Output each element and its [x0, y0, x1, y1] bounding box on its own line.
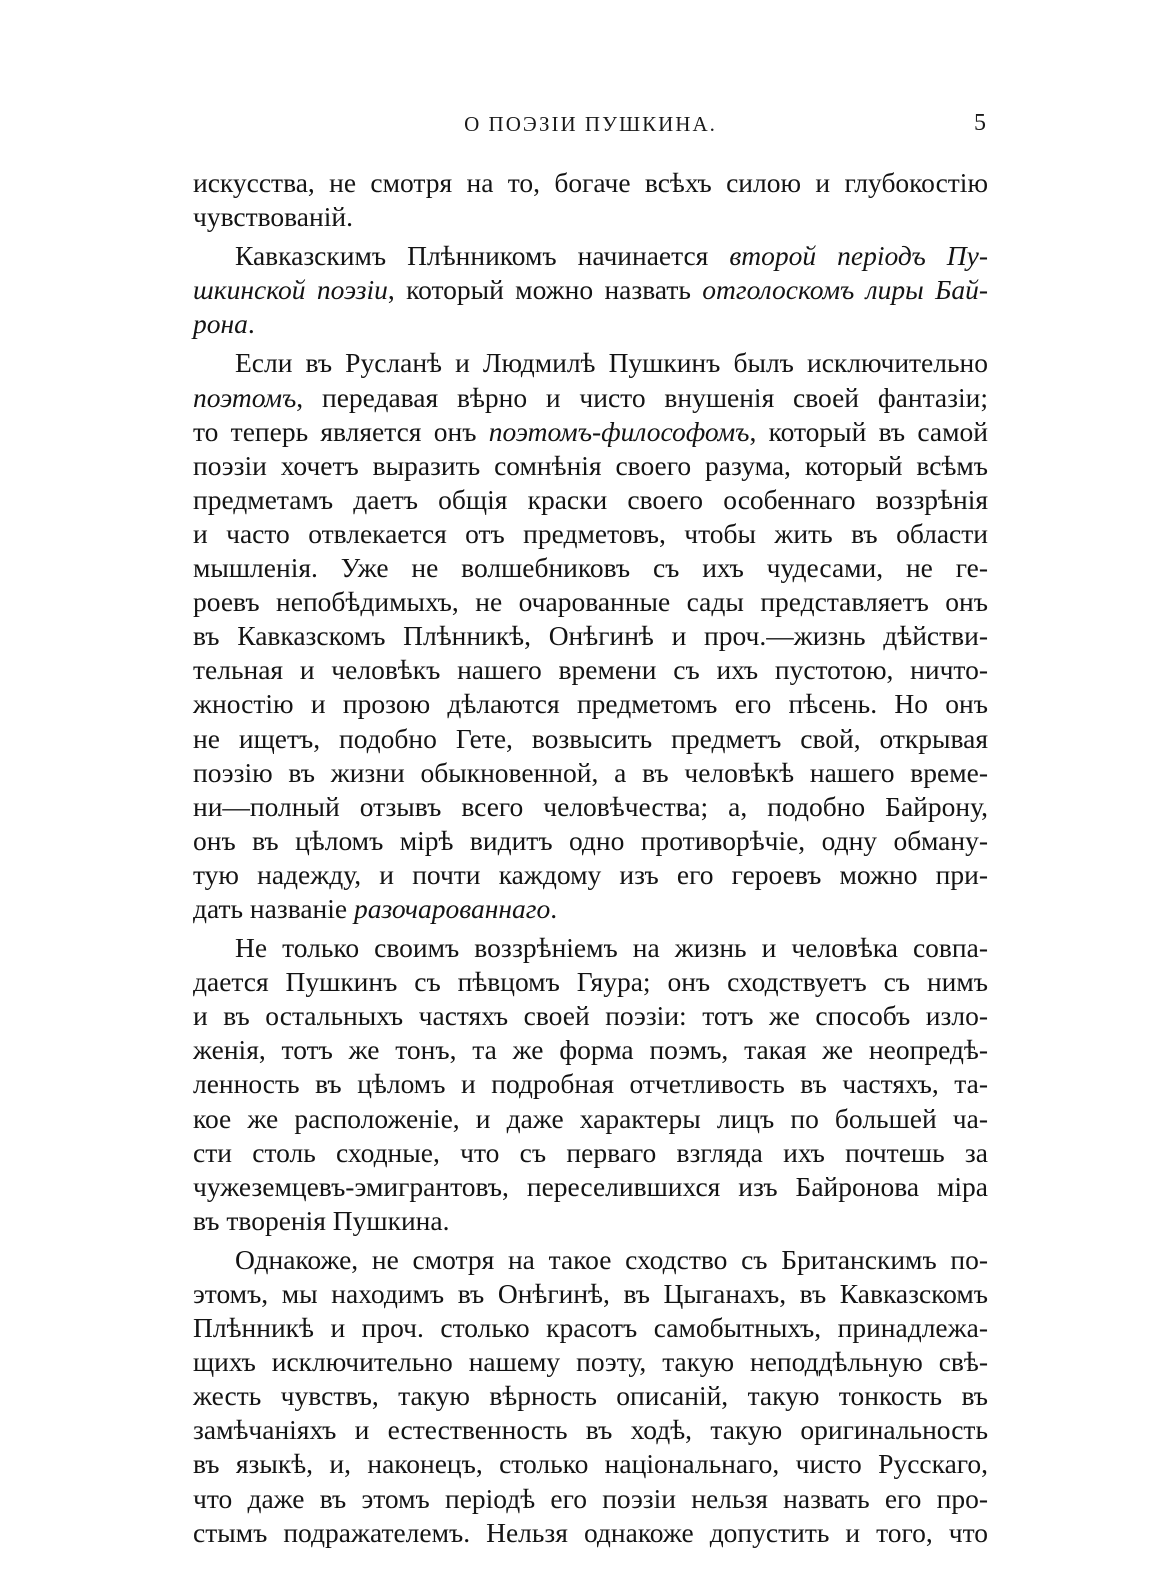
- text-run: дать названіе: [193, 892, 354, 924]
- text-run: Кавказскимъ Плѣнникомъ начинается: [235, 240, 730, 272]
- paragraph-2: [193, 239, 988, 341]
- text-run: , который въ самой: [749, 415, 988, 447]
- text-line: что даже въ этомъ періодѣ его поэзіи нельзя назвать его про-: [193, 1482, 988, 1514]
- paragraph-5: [193, 1243, 988, 1550]
- text-line: жностію и прозою дѣлаются предметомъ его пѣсень. Но онъ: [193, 688, 988, 720]
- paragraph-3: [193, 346, 988, 926]
- paragraph-1: [193, 166, 988, 234]
- text-line: этомъ, мы находимъ въ Онѣгинѣ, въ Цыганахъ, въ Кавказскомъ: [193, 1278, 988, 1309]
- text-line: ни—полный отзывъ всего человѣчества; а, подобно Байрону,: [193, 790, 988, 822]
- text-line: стымъ подражателемъ. Нельзя однакоже допустить и того, что: [193, 1516, 988, 1548]
- text-run: , передавая вѣрно и чисто внушенія своей фантазіи;: [296, 381, 988, 413]
- text-line: онъ въ цѣломъ мірѣ видитъ одно противорѣчіе, одну обману-: [193, 824, 988, 856]
- text-line: роевъ непобѣдимыхъ, не очарованные сады представляетъ онъ: [193, 586, 988, 618]
- text-line: Однакоже, не смотря на такое сходство съ Британскимъ по-: [235, 1243, 988, 1275]
- text-line: и въ остальныхъ частяхъ своей поэзіи: тотъ же способъ изло-: [193, 1000, 988, 1032]
- text-line: поэзіи хочетъ выразить сомнѣнія своего разума, который всѣмъ: [193, 449, 988, 481]
- text-line: чужеземцевъ-эмигрантовъ, переселившихся изъ Байронова міра: [193, 1170, 988, 1202]
- text-line: Если въ Русланѣ и Людмилѣ Пушкинъ былъ исключительно: [235, 347, 988, 379]
- text-line: женія, тотъ же тонъ, та же форма поэмъ, такая же неопредѣ-: [193, 1034, 988, 1066]
- text-run: .: [247, 308, 255, 340]
- text-line: искусства, не смотря на то, богаче всѣхъ силою и глубокостію: [193, 167, 988, 198]
- text-line: жесть чувствъ, такую вѣрность описаній, такую тонкость въ: [193, 1380, 988, 1412]
- text-run: , который можно назвать: [387, 274, 703, 306]
- emphasis-text: рона: [193, 308, 248, 340]
- text-line: предметамъ даетъ общія краски своего особеннаго воззрѣнія: [193, 483, 988, 515]
- text-line: въ языкѣ, и, наконецъ, столько національнаго, чисто Русскаго,: [193, 1448, 988, 1480]
- text-line: въ Кавказскомъ Плѣнникѣ, Онѣгинѣ и проч.—жизнь дѣйстви-: [193, 620, 988, 652]
- text-line: [193, 415, 988, 449]
- emphasis-text: отголоскомъ лиры Бай-: [702, 274, 988, 306]
- text-line: щихъ исключительно нашему поэту, такую неподдѣльную свѣ-: [193, 1346, 988, 1378]
- text-line: сти столь сходные, что съ перваго взгляда ихъ почтешь за: [193, 1136, 988, 1168]
- text-line: не ищетъ, подобно Гете, возвысить предметъ свой, открывая: [193, 722, 988, 754]
- text-line: [193, 892, 988, 926]
- text-line: и часто отвлекается отъ предметовъ, чтобы жить въ области: [193, 517, 988, 549]
- running-title: О ПОЭЗІИ ПУШКИНА.: [464, 112, 717, 136]
- emphasis-text: шкинской поэзіи: [193, 274, 388, 306]
- page-number: 5: [974, 110, 986, 136]
- body-text: [193, 166, 988, 1555]
- page-header: [193, 110, 988, 140]
- text-line: Не только своимъ воззрѣніемъ на жизнь и человѣка совпа-: [235, 932, 988, 964]
- text-line: тую надежду, и почти каждому изъ его героевъ можно при-: [193, 858, 988, 890]
- text-line: [193, 381, 988, 415]
- emphasis-text: второй періодъ Пу-: [729, 240, 988, 272]
- text-line: чувствованій.: [193, 201, 353, 233]
- text-line: [193, 273, 988, 307]
- paragraph-4: [193, 931, 988, 1238]
- text-line: дается Пушкинъ съ пѣвцомъ Гяура; онъ сходствуетъ съ нимъ: [193, 966, 988, 998]
- text-line: кое же расположеніе, и даже характеры лицъ по большей ча-: [193, 1102, 988, 1134]
- text-line: [193, 307, 988, 341]
- text-line: Плѣнникѣ и проч. столько красотъ самобытныхъ, принадлежа-: [193, 1312, 988, 1344]
- text-line: въ творенія Пушкина.: [193, 1204, 450, 1236]
- text-run: то теперь является онъ: [193, 415, 489, 447]
- emphasis-text: разочарованнаго: [353, 892, 551, 924]
- text-line: ленность въ цѣломъ и подробная отчетливость въ частяхъ, та-: [193, 1068, 988, 1100]
- text-line: замѣчаніяхъ и естественность въ ходѣ, такую оригинальность: [193, 1414, 988, 1446]
- text-run: .: [550, 892, 558, 924]
- text-line: [193, 239, 988, 273]
- emphasis-text: поэтомъ: [193, 381, 297, 413]
- text-line: мышленія. Уже не волшебниковъ съ ихъ чудесами, не ге-: [193, 552, 988, 584]
- emphasis-text: поэтомъ-философомъ: [488, 415, 750, 447]
- text-line: поэзію въ жизни обыкновенной, а въ человѣкѣ нашего време-: [193, 756, 988, 788]
- text-line: тельная и человѣкъ нашего времени съ ихъ пустотою, ничто-: [193, 654, 988, 686]
